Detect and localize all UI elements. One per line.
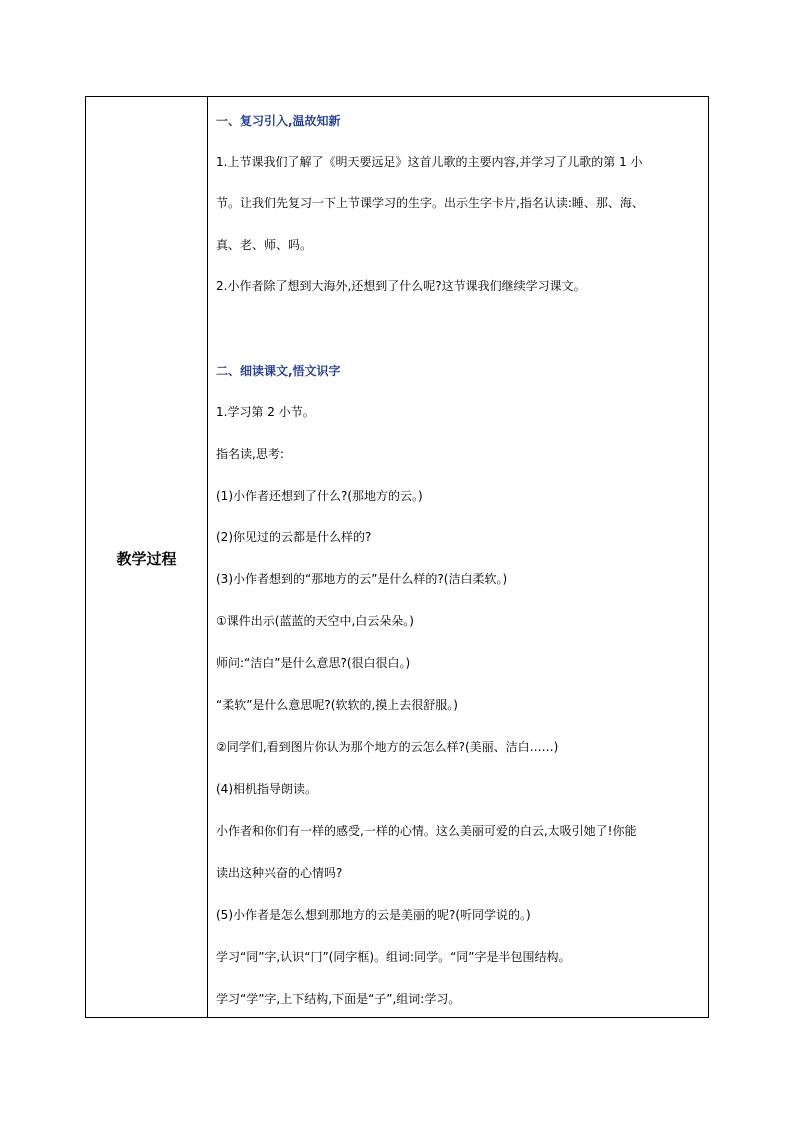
paragraph-line: 师问:“洁白”是什么意思?(很白很白。) <box>216 656 411 670</box>
paragraph-line: (1)小作者还想到了什么?(那地方的云。) <box>216 489 423 503</box>
heading-review: 一、复习引入,温故知新 <box>216 114 341 128</box>
paragraph-line: 学习“学”字,上下结构,下面是“子”,组词:学习。 <box>216 992 461 1006</box>
paragraph-line: 学习“同”字,认识“冂”(同字框)。组词:同学。“同”字是半包围结构。 <box>216 950 571 964</box>
content-cell <box>208 97 708 1017</box>
section-label: 教学过程 <box>116 550 177 568</box>
paragraph-line: 真、老、师、吗。 <box>216 238 313 252</box>
paragraph-line: 2.小作者除了想到大海外,还想到了什么呢?这节课我们继续学习课文。 <box>216 279 586 293</box>
paragraph-line: (5)小作者是怎么想到那地方的云是美丽的呢?(听同学说的。) <box>216 908 531 922</box>
paragraph-line: 小作者和你们有一样的感受,一样的心情。这么美丽可爱的白云,太吸引她了!你能 <box>216 824 637 838</box>
paragraph-line: 1.上节课我们了解了《明天要远足》这首儿歌的主要内容,并学习了儿歌的第 1 小 <box>216 155 643 169</box>
paragraph-line: (3)小作者想到的“那地方的云”是什么样的?(洁白柔软。) <box>216 572 508 586</box>
lesson-table <box>85 96 709 1018</box>
paragraph-line: 节。让我们先复习一下上节课学习的生字。出示生字卡片,指名认读:睡、那、海、 <box>216 196 644 210</box>
paragraph-line: 指名读,思考: <box>216 447 284 461</box>
paragraph-line: ②同学们,看到图片你认为那个地方的云怎么样?(美丽、洁白……) <box>216 740 559 754</box>
paragraph-line: “柔软”是什么意思呢?(软软的,摸上去很舒服。) <box>216 698 458 712</box>
heading-reading: 二、细读课文,悟文识字 <box>216 364 341 378</box>
paragraph-line: 读出这种兴奋的心情吗? <box>216 866 343 880</box>
paragraph-line: 1.学习第 2 小节。 <box>216 405 315 419</box>
label-cell <box>86 97 208 1017</box>
paragraph-line: (2)你见过的云都是什么样的? <box>216 530 372 544</box>
paragraph-line: (4)相机指导朗读。 <box>216 782 317 796</box>
paragraph-line: ①课件出示(蓝蓝的天空中,白云朵朵。) <box>216 614 414 628</box>
